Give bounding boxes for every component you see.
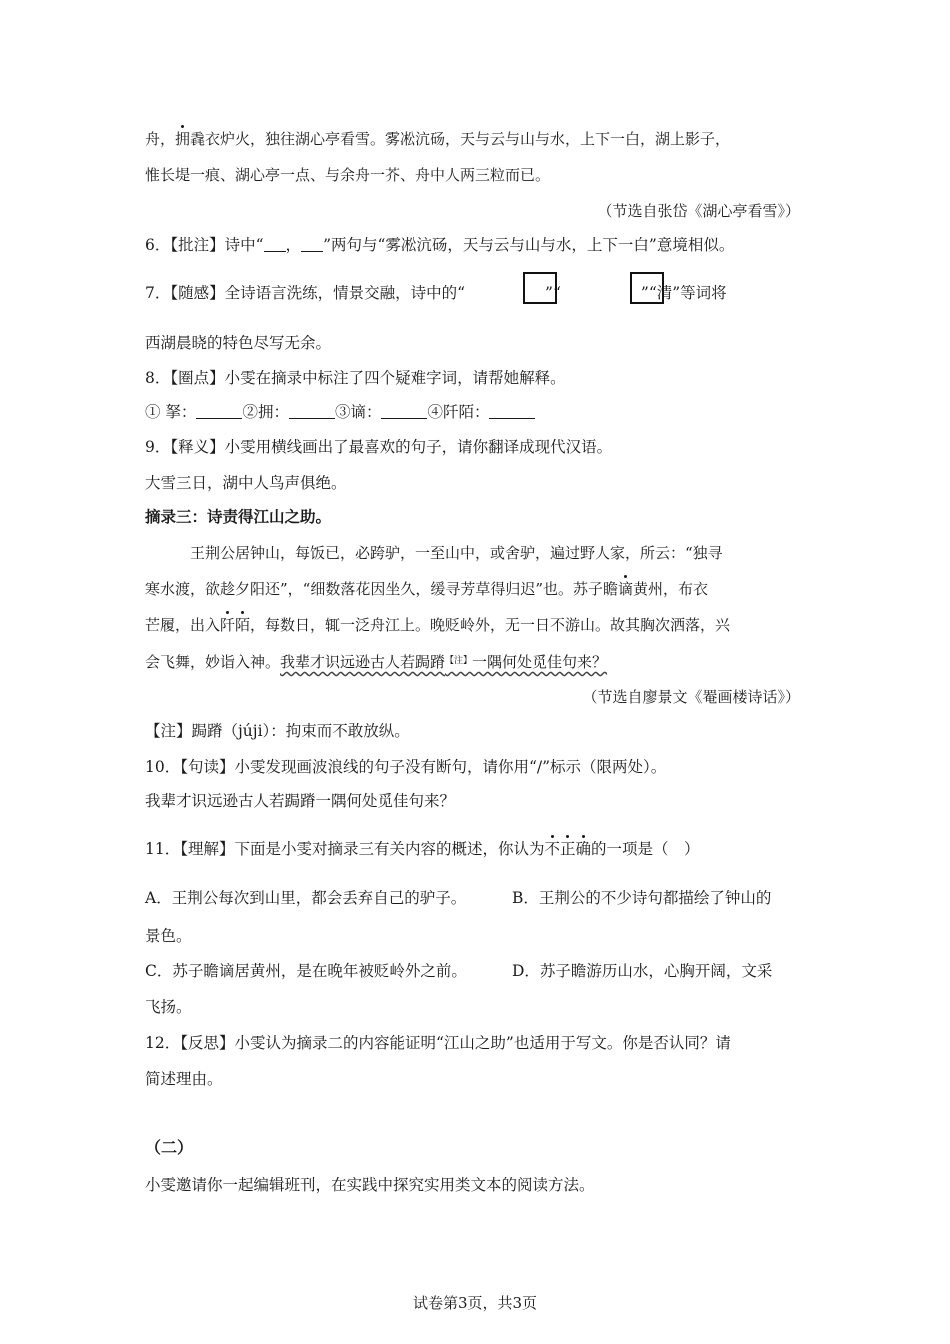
dotted-char: 阡 — [220, 616, 236, 634]
option-b[interactable]: B．王荆公的不少诗句都描绘了钟山的 — [512, 889, 772, 907]
dotted-char: 正 — [560, 840, 576, 858]
option-c[interactable]: C．苏子瞻谪居黄州，是在晚年被贬岭外之前。 — [145, 962, 467, 980]
option-b-cont: 景色。 — [145, 927, 192, 945]
dotted-char: 陌 — [235, 616, 251, 634]
note-marker: 【注】 — [445, 656, 473, 666]
page-footer: 试卷第3页，共3页 — [412, 1294, 538, 1312]
excerpt2-line-1: 舟，拥毳衣炉火，独往湖心亭看雪。雾凇沆砀，天与云与山与水，上下一白，湖上影子， — [145, 130, 731, 148]
option-a[interactable]: A．王荆公每次到山里，都会丢弃自己的驴子。 — [145, 889, 467, 907]
question-8-items: ① 拏： ②拥： ③谪： ④阡陌： — [145, 401, 535, 423]
answer-blank[interactable] — [264, 236, 286, 253]
answer-blank[interactable] — [196, 403, 242, 420]
excerpt3-line-4: 会飞舞，妙诣入神。我辈才识远逊古人若跼蹐$^{【注】}$一隅何处觅佳句来？ — [145, 653, 608, 671]
dotted-char: 不 — [544, 840, 560, 858]
dotted-char: 谪 — [618, 580, 634, 598]
dotted-char: 确 — [575, 840, 592, 858]
section-2-title: （二） — [145, 1138, 194, 1157]
answer-blank[interactable] — [289, 403, 335, 420]
option-d[interactable]: D．苏子瞻游历山水，心胸开阔，文采 — [512, 962, 773, 980]
question-12-cont: 简述理由。 — [145, 1070, 223, 1088]
excerpt3-line-3: 芒履，出入阡陌，每数日，辄一泛舟江上。晚贬岭外，无一日不游山。故其胸次洒落，兴 — [145, 616, 731, 634]
answer-box-2[interactable] — [630, 272, 664, 304]
answer-blank[interactable] — [381, 403, 427, 420]
question-12: 12．【反思】小雯认为摘录二的内容能证明“江山之助”也适用于写文。你是否认同？请 — [145, 1034, 731, 1052]
question-8: 8．【圈点】小雯在摘录中标注了四个疑难字词，请帮她解释。 — [145, 369, 566, 387]
excerpt3-source: （节选自廖景文《罨画楼诗话》） — [582, 688, 800, 706]
wavy-sentence: 我辈才识远逊古人若跼蹐$^{【注】}$一隅何处觅佳句来？ — [280, 653, 608, 671]
question-11: 11．【理解】下面是小雯对摘录三有关内容的概述，你认为不正确的一项是（ ） — [145, 840, 700, 858]
question-7: 7．【随感】全诗语言洗练，情景交融，诗中的“ ”“ ”“清”等词将 — [145, 284, 727, 302]
dotted-char: 拥 — [175, 130, 191, 148]
excerpt3-note: 【注】跼蹐（júji）：拘束而不敢放纵。 — [145, 722, 410, 740]
excerpt3-heading: 摘录三：诗责得江山之助。 — [145, 507, 332, 526]
answer-blank[interactable] — [301, 236, 323, 253]
question-10: 10．【句读】小雯发现画波浪线的句子没有断句，请你用“/”标示（限两处）。 — [145, 758, 667, 776]
excerpt2-source: （节选自张岱《湖心亭看雪》） — [597, 202, 800, 220]
answer-box-1[interactable] — [523, 272, 557, 304]
question-9-sentence: 大雪三日，湖中人鸟声俱绝。 — [145, 474, 347, 492]
question-7-cont: 西湖晨晓的特色尽写无余。 — [145, 334, 332, 352]
question-10-sentence: 我辈才识远逊古人若跼蹐一隅何处觅佳句来？ — [145, 792, 456, 810]
excerpt3-line-2: 寒水渡，欲趁夕阳还”，“细数落花因坐久，缓寻芳草得归迟”也。苏子瞻谪黄州，布衣 — [145, 580, 709, 598]
question-9: 9．【释义】小雯用横线画出了最喜欢的句子，请你翻译成现代汉语。 — [145, 438, 613, 456]
excerpt2-line-2: 惟长堤一痕、湖心亭一点、与余舟一芥、舟中人两三粒而已。 — [145, 166, 551, 184]
section-2-intro: 小雯邀请你一起编辑班刊，在实践中探究实用类文本的阅读方法。 — [145, 1176, 595, 1194]
question-6: 6．【批注】诗中“ ， ”两句与“雾凇沆砀，天与云与山与水，上下一白”意境相似。 — [145, 236, 735, 254]
excerpt3-line-1: 王荆公居钟山，每饭已，必跨驴，一至山中，或舍驴，遍过野人家，所云：“独寻 — [190, 544, 723, 562]
option-d-cont: 飞扬。 — [145, 998, 192, 1016]
answer-blank[interactable] — [489, 403, 535, 420]
